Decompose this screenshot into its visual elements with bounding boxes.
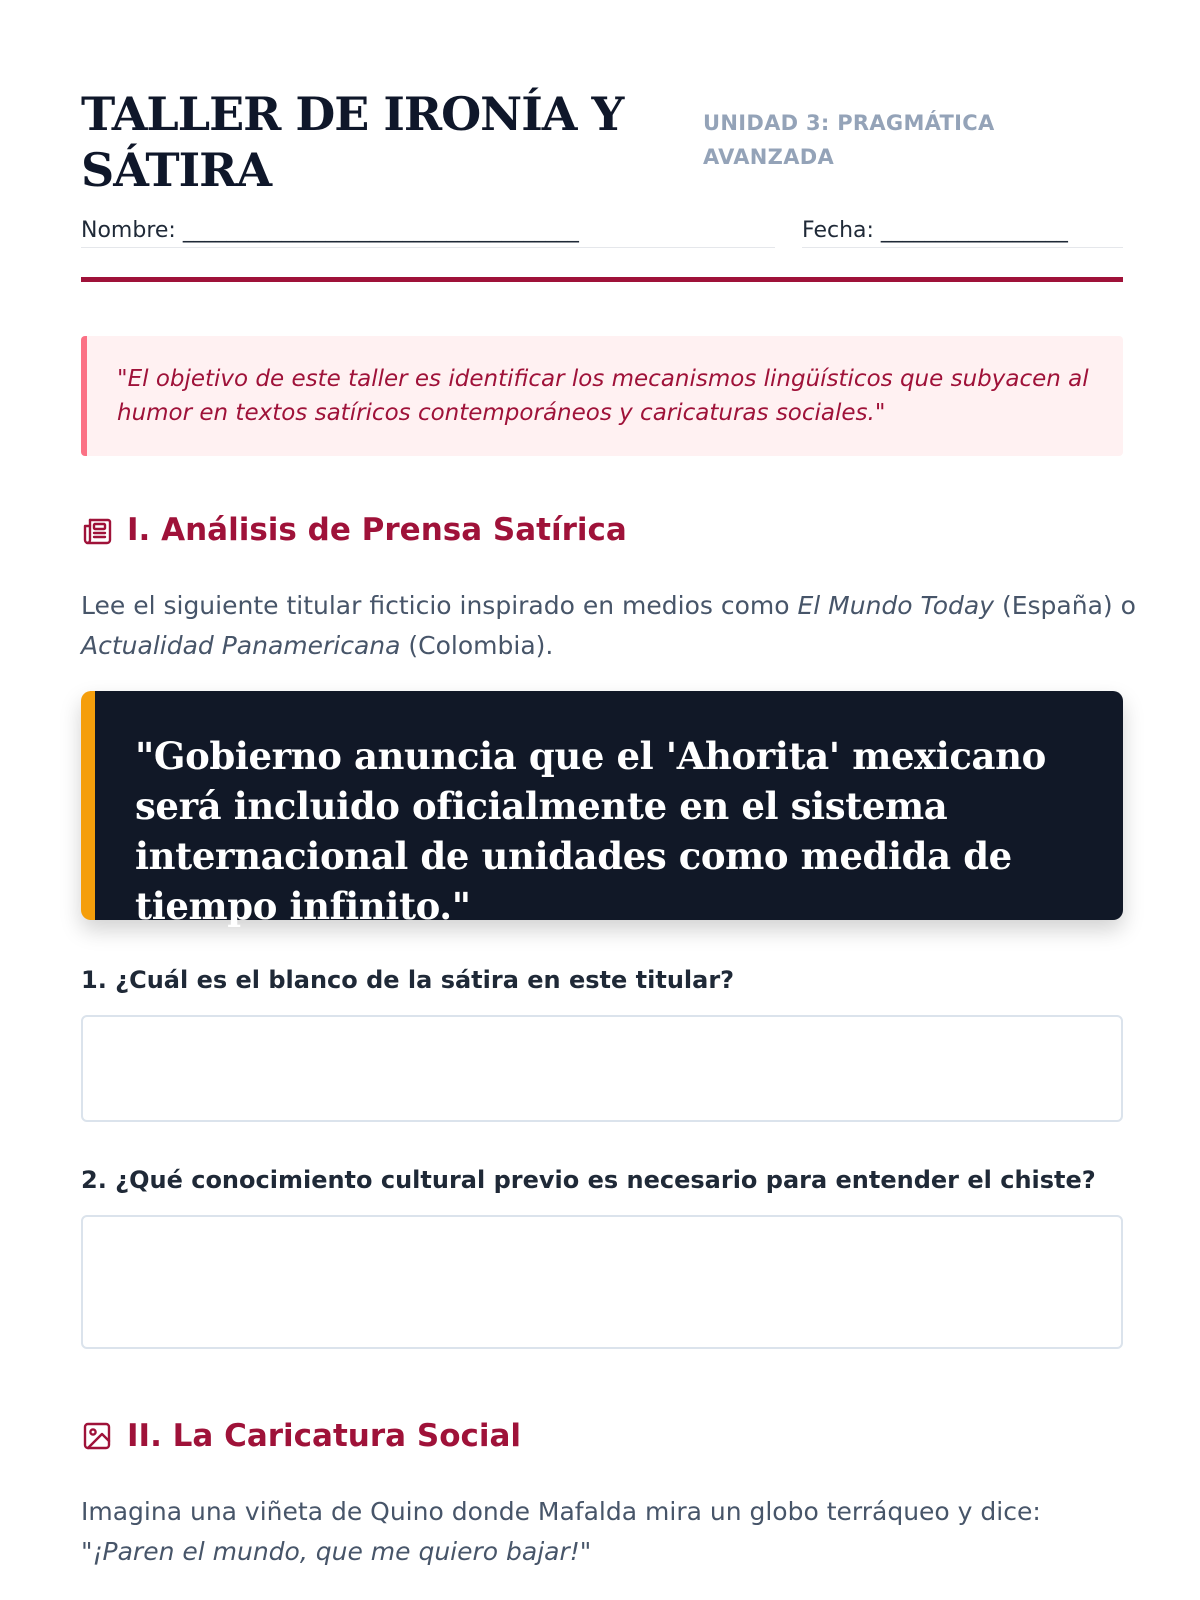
intro-lead: Lee el siguiente titular ficticio inspirado en medios como: [81, 591, 798, 620]
intro-country-2: (Colombia).: [400, 631, 554, 660]
satirical-headline-box: [81, 691, 1123, 928]
date-field[interactable]: Fecha: _________________: [802, 215, 1123, 248]
question-2-label: 2. ¿Qué conocimiento cultural previo es necesario para entender el chiste?: [81, 1166, 1096, 1194]
section-1-heading: [81, 512, 627, 548]
header-divider: [81, 277, 1123, 282]
source-el-mundo-today: El Mundo Today: [797, 591, 995, 620]
section-2-heading: [81, 1418, 521, 1454]
page-title: TALLER DE IRONÍA Y SÁTIRA: [81, 87, 624, 197]
section-1-title: I. Análisis de Prensa Satírica: [127, 512, 627, 548]
mafalda-quote: "¡Paren el mundo, que me quiero bajar!": [81, 1537, 592, 1566]
question-1-answer-box[interactable]: [81, 1015, 1123, 1122]
intro-country-1: (España) o: [994, 591, 1136, 620]
question-2-answer-box[interactable]: [81, 1215, 1123, 1349]
question-1-label: 1. ¿Cuál es el blanco de la sátira en este titular?: [81, 966, 735, 994]
caricature-lead: Imagina una viñeta de Quino donde Mafalda mira un globo terráqueo y dice:: [81, 1497, 1041, 1526]
unit-label: UNIDAD 3: PRAGMÁTICA AVANZADA: [703, 111, 995, 169]
newspaper-icon: [81, 514, 113, 546]
name-field[interactable]: Nombre: ____________________________________: [81, 215, 775, 248]
image-icon: [81, 1420, 113, 1452]
section-2-title: II. La Caricatura Social: [127, 1418, 522, 1454]
source-actualidad-panamericana: Actualidad Panamericana: [81, 631, 401, 660]
section-1-intro: [81, 586, 1141, 666]
section-2-intro: [81, 1492, 1141, 1572]
objective-quote: "El objetivo de este taller es identificar los mecanismos lingüísticos que subyacen al humor en textos satíricos contemporáneos y caricaturas sociales.": [81, 336, 1123, 456]
satirical-headline: "Gobierno anuncia que el 'Ahorita' mexicano será incluido oficialmente en el sistema internacional de unidades como medida de tiempo infinito.": [135, 734, 1046, 928]
